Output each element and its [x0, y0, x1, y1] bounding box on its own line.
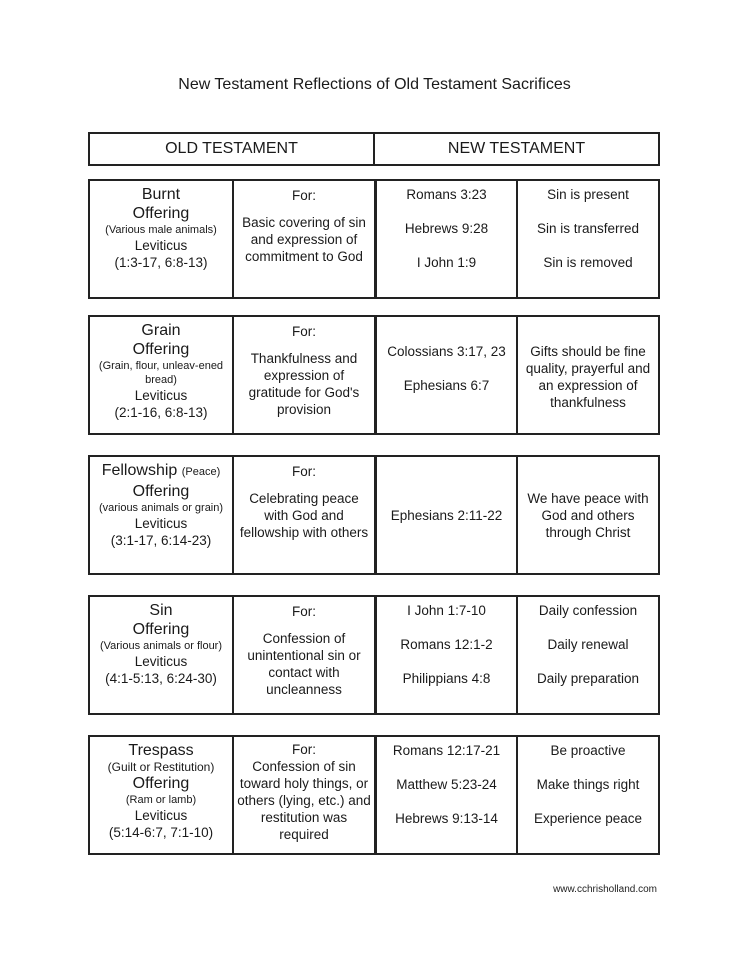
offering-name-cell: [90, 737, 232, 853]
purpose-text: Confession of unintentional sin or contact with uncleanness: [247, 631, 361, 697]
offering-label: Offering: [132, 775, 190, 792]
table-row-fellowship: [88, 455, 660, 575]
for-label: For:: [291, 324, 316, 339]
nt-meaning: Gifts should be fine quality, prayerful and an expression of thankfulness: [525, 344, 651, 410]
offering-note: (Grain, flour, unleav-ened bread): [98, 360, 224, 386]
nt-meaning: Daily renewal: [547, 637, 629, 652]
offering-refs: (1:3-17, 6:8-13): [114, 255, 208, 270]
offering-note: (various animals or grain): [98, 502, 224, 514]
table-row-grain: [88, 315, 660, 435]
offering-book: Leviticus: [134, 516, 188, 531]
offering-book: Leviticus: [134, 654, 188, 669]
offering-name: Burnt: [141, 186, 181, 203]
offering-label: Offering: [132, 483, 190, 500]
offering-refs: (5:14-6:7, 7:1-10): [108, 825, 214, 840]
purpose-cell: [232, 737, 374, 853]
nt-meaning: Experience peace: [533, 811, 643, 826]
table-header: [88, 132, 660, 166]
purpose-text: Basic covering of sin and expression of commitment to God: [242, 215, 366, 264]
nt-meaning: Sin is removed: [543, 255, 633, 270]
nt-meaning: Sin is transferred: [536, 221, 640, 236]
offering-label: Offering: [132, 205, 190, 222]
nt-meaning: Daily confession: [538, 603, 638, 618]
for-label: For:: [291, 604, 316, 619]
purpose-cell: [232, 597, 374, 713]
nt-ref: Colossians 3:17, 23: [387, 344, 506, 359]
offering-name-suffix: (Peace): [181, 466, 221, 478]
nt-meaning-cell: [516, 457, 658, 573]
table-row-sin: [88, 595, 660, 715]
nt-meaning-cell: [516, 181, 658, 297]
offering-note: (Various animals or flour): [99, 640, 223, 652]
table-row-trespass: [88, 735, 660, 855]
purpose-cell: [232, 317, 374, 433]
offering-name: Sin: [149, 602, 173, 619]
nt-ref: Ephesians 6:7: [403, 378, 490, 393]
offering-refs: (3:1-17, 6:14-23): [110, 533, 212, 548]
footer-url: www.cchrisholland.com: [553, 884, 657, 895]
nt-refs-cell: [374, 317, 516, 433]
offering-name: Trespass: [128, 742, 194, 759]
old-testament-header: OLD TESTAMENT: [165, 140, 298, 157]
nt-meaning-cell: [516, 317, 658, 433]
offering-book: Leviticus: [134, 808, 188, 823]
offering-note: (Various male animals): [105, 224, 217, 236]
page-title: New Testament Reflections of Old Testament Sacrifices: [178, 76, 571, 93]
nt-meaning: Daily preparation: [536, 671, 640, 686]
nt-ref: Romans 3:23: [406, 187, 487, 202]
offering-book: Leviticus: [134, 238, 188, 253]
offering-book: Leviticus: [134, 388, 188, 403]
for-label: For:: [291, 742, 316, 757]
nt-refs-cell: [374, 737, 516, 853]
offering-name-line: [93, 461, 229, 482]
offering-name-cell: [90, 457, 232, 573]
offering-label: Offering: [132, 341, 190, 358]
nt-ref: Hebrews 9:28: [404, 221, 489, 236]
purpose-text: Thankfulness and expression of gratitude for God's provision: [248, 351, 360, 417]
nt-ref: I John 1:7-10: [407, 603, 486, 618]
nt-ref: Romans 12:17-21: [392, 743, 501, 758]
offering-subtitle: (Guilt or Restitution): [107, 760, 215, 774]
offering-refs: (4:1-5:13, 6:24-30): [105, 671, 217, 686]
purpose-cell: [232, 457, 374, 573]
nt-meaning: Be proactive: [550, 743, 626, 758]
nt-ref: Romans 12:1-2: [400, 637, 493, 652]
offering-refs: (2:1-16, 6:8-13): [114, 405, 208, 420]
table-row-burnt: [88, 179, 660, 299]
nt-meaning-cell: [516, 597, 658, 713]
purpose-text: Confession of sin toward holy things, or others (lying, etc.) and restitution was required: [237, 759, 371, 842]
offering-name: Grain: [141, 322, 181, 339]
nt-ref: Ephesians 2:11-22: [390, 507, 503, 523]
nt-refs-cell: [374, 181, 516, 297]
purpose-text: Celebrating peace with God and fellowship with others: [239, 491, 369, 540]
offering-name-cell: [90, 181, 232, 297]
nt-refs-cell: [374, 597, 516, 713]
nt-refs-cell: [374, 457, 516, 573]
offering-note: (Ram or lamb): [125, 794, 197, 806]
purpose-cell: [232, 181, 374, 297]
nt-meaning: We have peace with God and others through Christ: [527, 490, 649, 540]
nt-meaning-cell: [516, 737, 658, 853]
nt-meaning: Sin is present: [547, 187, 629, 202]
nt-ref: Matthew 5:23-24: [396, 777, 497, 792]
offering-label: Offering: [132, 621, 190, 638]
offering-name-cell: [90, 317, 232, 433]
nt-ref: Hebrews 9:13-14: [395, 811, 498, 826]
nt-meaning: Make things right: [536, 777, 640, 792]
nt-ref: Philippians 4:8: [402, 671, 491, 686]
offering-name: Fellowship: [101, 462, 178, 479]
for-label: For:: [291, 188, 316, 203]
offering-name-cell: [90, 597, 232, 713]
nt-ref: I John 1:9: [416, 255, 477, 270]
for-label: For:: [291, 464, 316, 479]
new-testament-header: NEW TESTAMENT: [373, 134, 658, 164]
